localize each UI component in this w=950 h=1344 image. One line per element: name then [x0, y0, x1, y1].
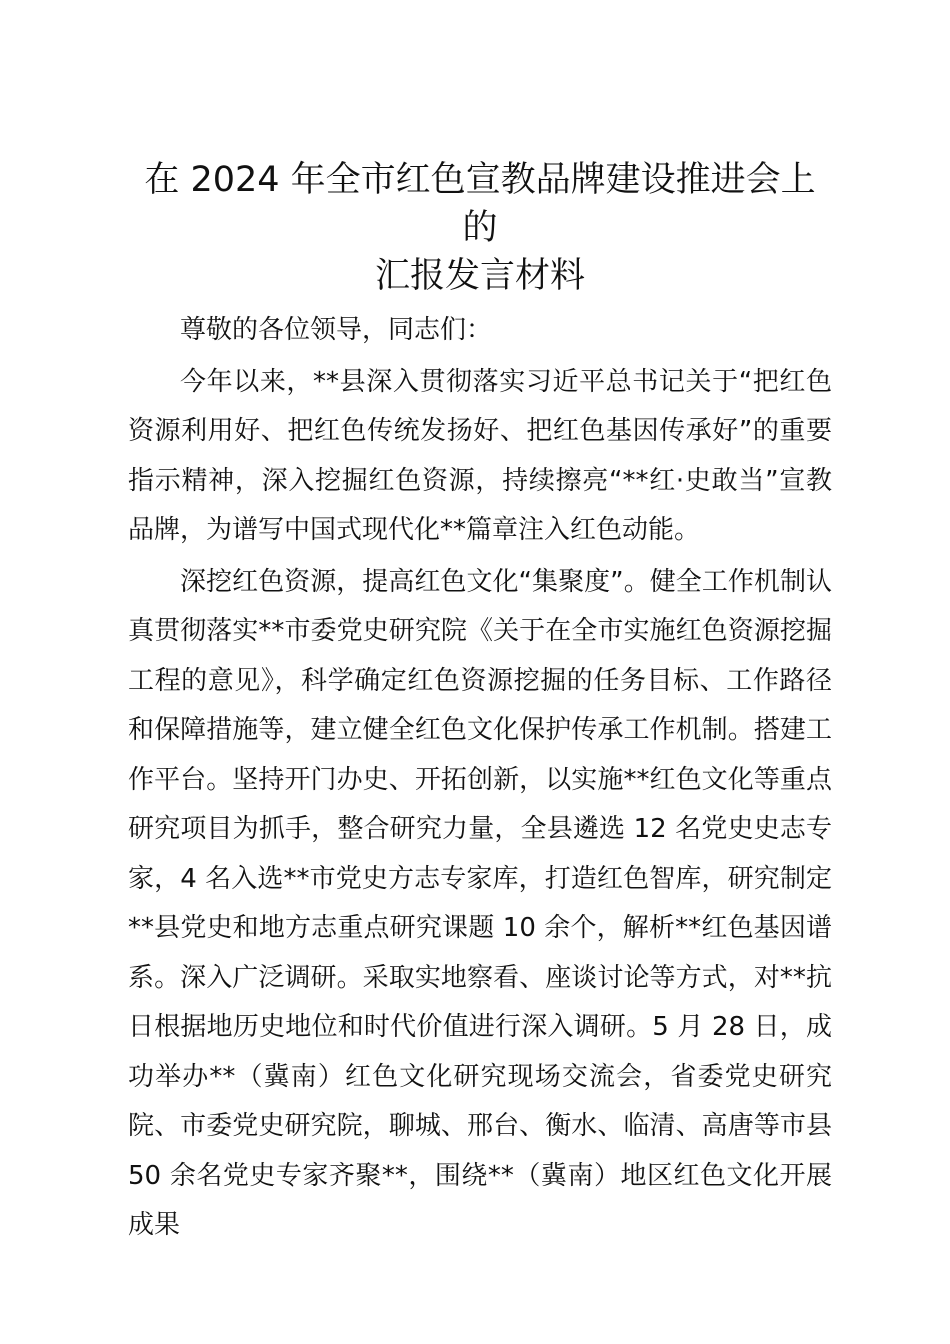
paragraph-intro: 今年以来，**县深入贯彻落实习近平总书记关于“把红色资源利用好、把红色传统发扬好、把红色基因传承好”的重要指示精神，深入挖掘红色资源，持续擦亮“**红·史敢当”宣教品牌，为谱写中国式现代化**篇章注入红色动能。 — [128, 366, 832, 545]
title-line-1: 在 2024 年全市红色宣教品牌建设推进会上的 — [144, 160, 816, 248]
document-title — [128, 156, 832, 300]
paragraph-red-resources: 深挖红色资源，提高红色文化“集聚度”。健全工作机制认真贯彻落实**市委党史研究院《关于在全市实施红色资源挖掘工程的意见》，科学确定红色资源挖掘的任务目标、工作路径和保障措施等，建立健全红色文化保护传承工作机制。搭建工作平台。坚持开门办史、开拓创新，以实施**红色文化等重点研究项目为抓手，整合研究力量，全县遴选 12 名党史史志专家，4 名入选**市党史方志专家库，打造红色智库，研究制定**县党史和地方志重点研究课题 10 余个，解析**红色基因谱系。深入广泛调研。采取实地察看、座谈讨论等方式，对**抗日根据地历史地位和时代价值进行深入调研。5 月 28 日，成功举办**（冀南）红色文化研究现场交流会，省委党史研究院、市委党史研究院，聊城、邢台、衡水、临清、高唐等市县 50 余名党史专家齐聚**，围绕**（冀南）地区红色文化开展成果 — [128, 566, 832, 1240]
salutation: 尊敬的各位领导，同志们： — [180, 315, 493, 345]
title-line-2: 汇报发言材料 — [374, 256, 585, 296]
document-body — [128, 156, 832, 1251]
